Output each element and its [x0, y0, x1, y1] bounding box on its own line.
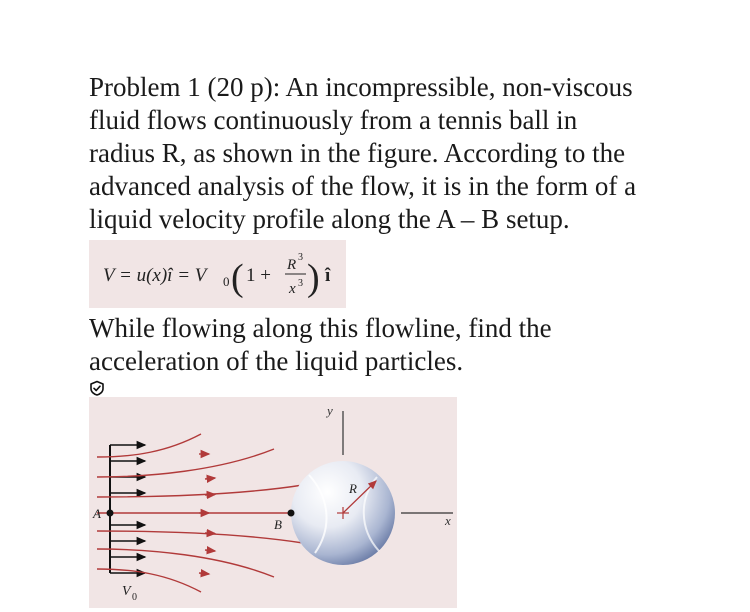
- streamline-arrow: [199, 573, 209, 574]
- problem-line: fluid flows continuously from a tennis ball in: [89, 105, 578, 135]
- streamline-arrow: [205, 550, 215, 551]
- y-axis-label: y: [327, 403, 333, 418]
- v0-label: V: [122, 584, 131, 599]
- formula-denominator-x: x: [289, 281, 296, 297]
- question-statement: [89, 312, 552, 378]
- streamline-arrow: [205, 495, 215, 496]
- velocity-formula: [89, 240, 346, 308]
- x-axis-label: x: [445, 513, 451, 528]
- point-b-label: B: [274, 517, 282, 532]
- formula-one-plus: 1 +: [246, 265, 271, 286]
- point-a-label: A: [93, 506, 101, 521]
- formula-denominator-exp: 3: [298, 278, 303, 289]
- question-line: acceleration of the liquid particles.: [89, 346, 464, 376]
- streamline-arrow: [205, 478, 215, 479]
- formula-numerator-exp: 3: [298, 252, 303, 263]
- problem-line: radius R, as shown in the figure. According to the: [89, 138, 626, 168]
- question-line: While flowing along this flowline, find the: [89, 313, 552, 343]
- streamline-arrow: [205, 533, 215, 534]
- formula-paren-left: (: [231, 257, 244, 299]
- point-b: [288, 510, 295, 517]
- problem-line: advanced analysis of the flow, it is in the form of a: [89, 171, 637, 201]
- problem-line: liquid velocity profile along the A – B setup.: [89, 204, 570, 234]
- formula-paren-right: ): [307, 257, 320, 299]
- v0-subscript: 0: [132, 592, 137, 603]
- problem-statement: [89, 71, 636, 236]
- problem-line: Problem 1 (20 p): An incompressible, non-viscous: [89, 72, 633, 102]
- formula-numerator-r: R: [287, 257, 297, 273]
- formula-lhs: V = u(x)î = V: [103, 265, 207, 286]
- velocity-formula-box: [89, 240, 346, 308]
- flow-figure: [89, 397, 457, 608]
- point-a: [107, 510, 114, 517]
- shield-check-icon[interactable]: [89, 380, 105, 396]
- radius-label: R: [349, 481, 357, 496]
- formula-unit-i: î: [325, 265, 331, 286]
- formula-sub-zero: 0: [223, 274, 230, 289]
